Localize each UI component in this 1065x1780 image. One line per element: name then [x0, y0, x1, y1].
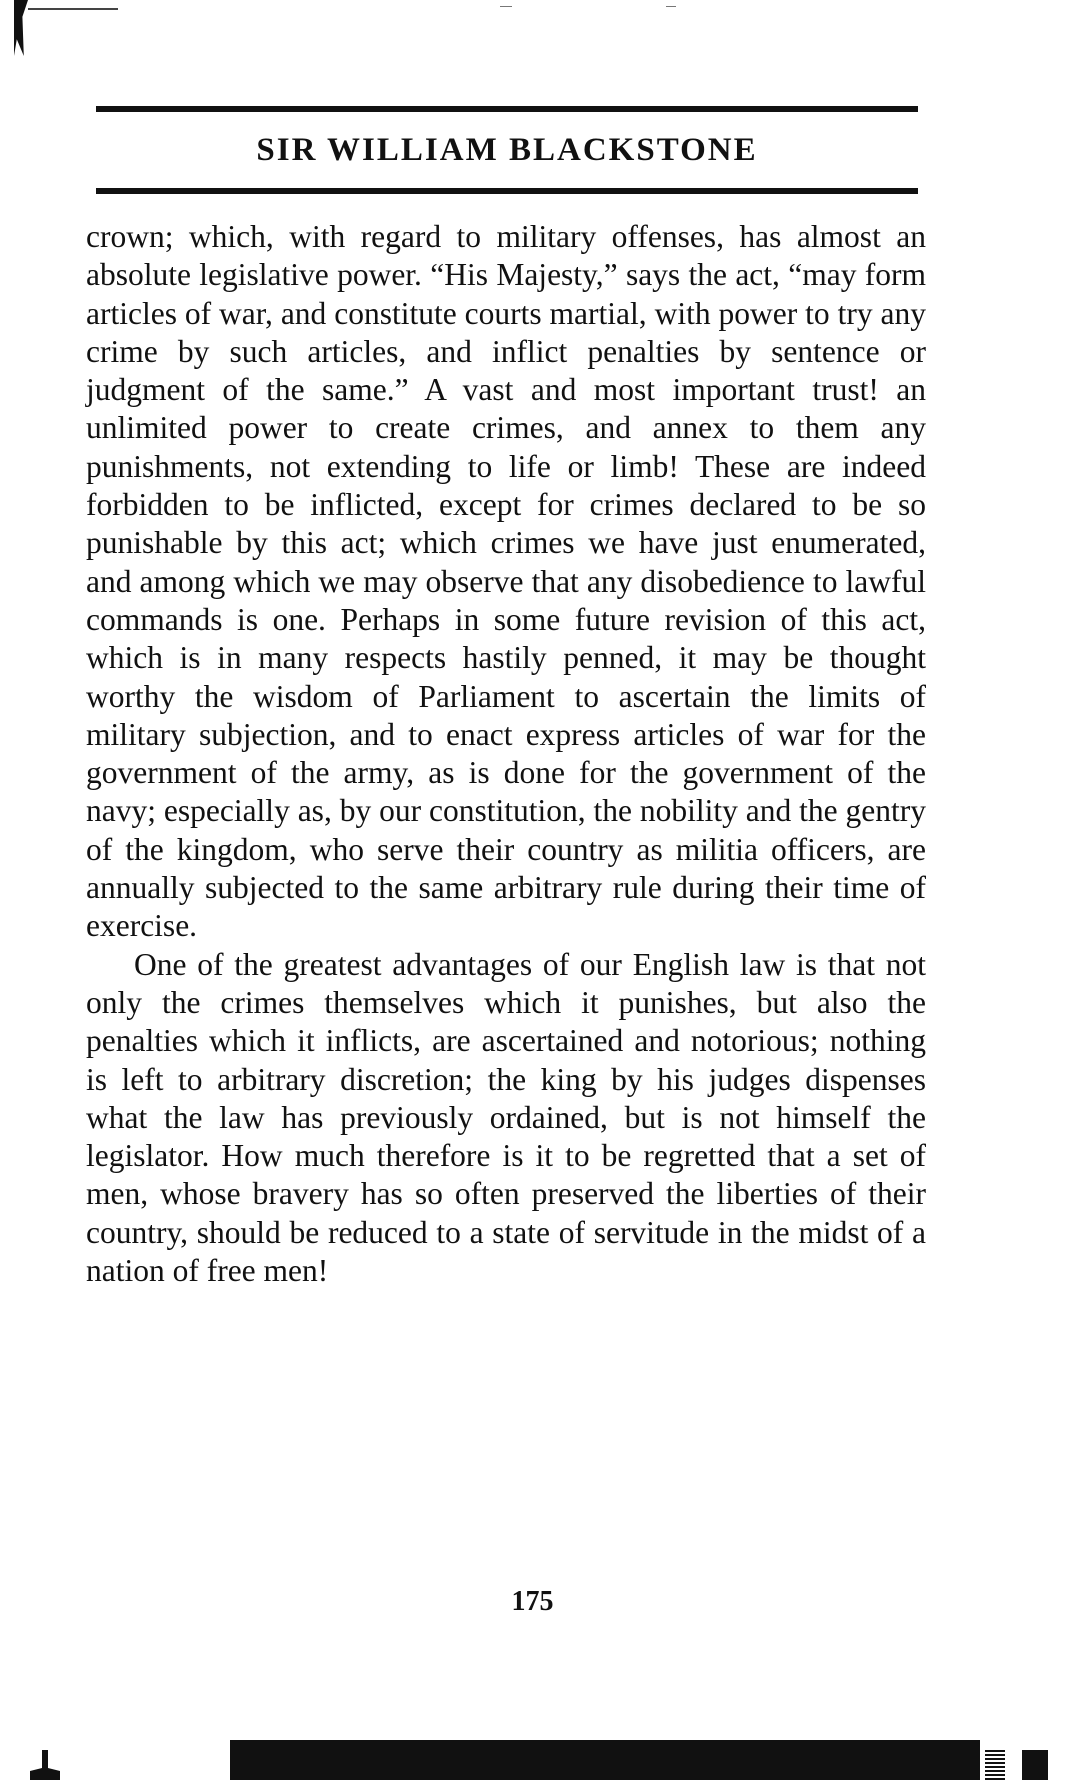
scan-edge-mark-right: [1022, 1750, 1048, 1780]
body-text: [86, 218, 926, 1290]
page-number: 175: [511, 1586, 554, 1617]
header-rule-top: [96, 106, 918, 112]
scan-edge-mark-left: [30, 1750, 60, 1780]
header-rule-bottom: [96, 188, 918, 194]
scan-top-tick: [666, 6, 676, 7]
scan-top-tick: [500, 6, 512, 7]
scan-corner-line: [28, 8, 118, 10]
scan-edge-hatch: [985, 1750, 1005, 1780]
scan-corner-mark: [14, 0, 28, 56]
paragraph-2: One of the greatest advantages of our English law is that not only the crimes themselves which it punishes, but also the penalties which it inflicts, are ascertained and notorious; nothing is left to arbitrary discretion; the king by his judges dispenses what the law has previously ordained, but is not himself the legislator. How much therefore is it to be regretted that a set of men, whose bravery has so often preserved the liberties of their country, should be reduced to a state of servitude in the midst of a nation of free men!: [86, 946, 926, 1289]
paragraph-1: crown; which, with regard to military offenses, has almost an absolute legislative power. “His Majesty,” says the act, “may form articles of war, and constitute courts martial, with power to try any crime by such articles, and inflict penalties by sentence or judgment of the same.” A vast and most important trust! an unlimited power to create crimes, and annex to them any punishments, not extending to life or limb! These are indeed forbidden to be inflicted, except for crimes declared to be so punishable by this act; which crimes we have just enumerated, and among which we may observe that any disobedience to lawful commands is one. Perhaps in some future revision of this act, which is in many respects hastily penned, it may be thought worthy the wisdom of Parliament to ascertain the limits of military subjection, and to enact express articles of war for the government of the army, as is done for the government of the navy; especially as, by our constitution, the nobility and the gentry of the kingdom, who serve their country as militia officers, are annually subjected to the same arbitrary rule during their time of exercise.: [86, 219, 926, 944]
running-head: SIR WILLIAM BLACKSTONE: [256, 132, 758, 168]
scan-edge-bar: [230, 1740, 980, 1780]
